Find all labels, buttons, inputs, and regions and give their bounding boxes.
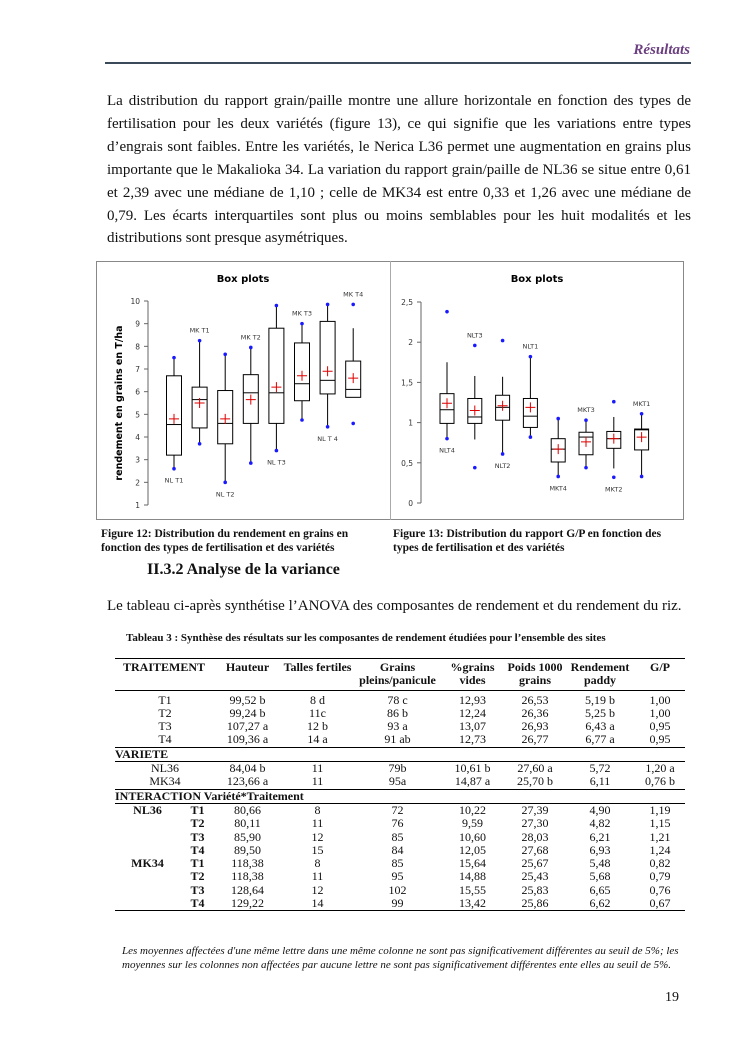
table-cell: T1 <box>158 692 172 707</box>
data-point <box>473 466 477 470</box>
table-cell: 11 <box>311 761 324 776</box>
table-cell: 99,52 b <box>229 692 266 707</box>
data-point <box>300 418 304 422</box>
table-cell: 28,03 <box>521 829 549 844</box>
table-footnote: Les moyennes affectées d'une même lettre dans une même colonne ne sont pas significativement différentes au seuil de 5%; les moyennes sur les colonnes non affectées par aucune lettre ne sont pas significativement différentes ente elles au seuil de 5%. <box>122 945 679 971</box>
table-cell: 25,67 <box>521 856 549 871</box>
data-point <box>275 304 279 308</box>
table-cell: 26,93 <box>521 719 549 734</box>
table-cell: 6,21 <box>589 829 611 844</box>
table-cell: 1,15 <box>649 816 671 831</box>
y-tick-label: 4 <box>135 433 140 442</box>
data-point <box>223 352 227 356</box>
data-point <box>640 475 644 479</box>
table-cell: 80,11 <box>234 816 261 831</box>
data-point <box>612 475 616 479</box>
table-cell: 84,04 b <box>229 761 266 776</box>
table-cell <box>115 844 180 857</box>
box-label: MKT4 <box>549 484 567 493</box>
header-rule <box>105 62 691 64</box>
table-cell: 129,22 <box>215 897 280 911</box>
table-cell: 14,87 a <box>454 774 491 789</box>
table-cell: 8 <box>314 856 321 871</box>
table-cell: 107,27 a <box>226 719 269 734</box>
data-point <box>612 400 616 404</box>
table-row <box>115 762 685 776</box>
table-cell: 6,65 <box>589 882 611 897</box>
table-cell: 12 b <box>307 719 328 734</box>
section-row <box>115 789 685 803</box>
table-cell: 11 <box>311 774 324 789</box>
table-cell: 1,24 <box>649 842 671 857</box>
table-cell: T1 <box>190 856 205 871</box>
table-cell <box>115 884 180 897</box>
table-cell: 5,25 b <box>585 705 615 720</box>
data-point <box>249 461 253 465</box>
data-point <box>473 344 477 348</box>
section-label: VARIETE <box>115 747 685 761</box>
data-point <box>556 417 560 421</box>
table-cell: T2 <box>190 869 205 884</box>
table-cell: T3 <box>190 882 205 897</box>
table-cell: 118,38 <box>231 856 264 871</box>
table-cell: 12,24 <box>459 705 486 720</box>
table-cell: 0,76 <box>649 882 671 897</box>
table-cell: 5,19 b <box>585 692 615 707</box>
data-point <box>529 355 533 359</box>
data-point <box>529 435 533 439</box>
y-tick-label: 2 <box>135 478 140 488</box>
table-cell: 118,38 <box>231 869 264 884</box>
table-cell: 11c <box>309 705 326 720</box>
column-header: Hauteur <box>215 659 280 691</box>
table-cell: 6,93 <box>589 842 611 857</box>
data-point <box>351 303 355 307</box>
chart-title: Box plots <box>216 274 270 285</box>
table-cell: 1,00 <box>649 705 671 720</box>
data-point <box>198 339 202 343</box>
box-label: NL T2 <box>215 490 235 499</box>
data-point <box>249 346 253 350</box>
data-point <box>223 481 227 485</box>
data-point <box>584 418 588 422</box>
column-header: Rendement paddy <box>565 659 635 691</box>
y-tick-label: 5 <box>135 410 140 420</box>
box-label: MKT2 <box>605 485 623 494</box>
table-row <box>115 690 685 707</box>
table-cell: 13,07 <box>459 719 486 734</box>
table-cell: T3 <box>190 829 205 844</box>
table-cell: 12 <box>311 829 324 844</box>
table-row <box>115 707 685 720</box>
figure-13-caption: Figure 13: Distribution du rapport G/P en fonction des types de fertilisation et des variétés <box>393 528 662 554</box>
table-cell: 0,95 <box>649 719 671 734</box>
table-cell: 27,60 a <box>517 761 553 776</box>
table-row <box>115 803 685 817</box>
table-cell: 79b <box>388 761 407 776</box>
y-tick-label: 3 <box>135 455 140 465</box>
data-point <box>198 442 202 446</box>
table-row <box>115 733 685 747</box>
section-header: Résultats <box>633 42 690 58</box>
y-tick-label: 1,5 <box>401 378 413 388</box>
box-label: NL T1 <box>164 476 184 485</box>
table-row <box>115 844 685 857</box>
box-label: NLT2 <box>494 461 511 470</box>
column-header: Talles fertiles <box>280 659 355 691</box>
box-label: MKT1 <box>632 399 651 408</box>
table-row <box>115 857 685 870</box>
table-header-row <box>115 659 685 691</box>
table-cell: 4,90 <box>589 802 611 817</box>
table-cell: T1 <box>190 802 205 817</box>
table-cell: 1,21 <box>649 829 671 844</box>
data-point <box>172 467 176 471</box>
table-cell: 27,39 <box>521 802 549 817</box>
box-label: MK T3 <box>291 309 313 318</box>
y-axis-label: rendement en grains en T/ha <box>114 325 125 481</box>
table-row <box>115 831 685 844</box>
table-cell: 14 a <box>307 732 328 747</box>
y-tick-label: 6 <box>135 387 140 397</box>
table-cell: 109,36 a <box>226 732 269 747</box>
table-cell: T4 <box>158 732 172 747</box>
data-point <box>300 322 304 326</box>
table-cell: 5,48 <box>589 856 611 871</box>
table-cell: 5,72 <box>589 761 611 776</box>
data-point <box>584 466 588 470</box>
y-tick-label: 2,5 <box>401 298 413 307</box>
body-paragraph: La distribution du rapport grain/paille montre une allure horizontale en fonction des types de fertilisation pour les deux variétés (figure 13), ce qui signifie que les variations entre types d’engrais sont faibles. Entre les variétés, le Nerica L36 permet une augmentation en grains plus importante que le Makalioka 34. La variation du rapport grain/paille de NL36 se situe entre 0,61 et 2,39 avec une médiane de 1,10 ; celle de MK34 est entre 0,33 et 1,26 avec une médiane de 0,79. Les écarts interquartiles sont plus ou moins semblables pour les huit modalités et les distributions sont presque asymétriques. <box>107 93 691 247</box>
box <box>440 394 454 424</box>
table-cell: 72 <box>391 802 404 817</box>
column-header: Grains pleins/panicule <box>355 659 440 691</box>
table-cell: 85,90 <box>234 829 261 844</box>
table-cell: NL36 <box>133 802 162 817</box>
table-cell: 25,86 <box>505 897 565 911</box>
data-point <box>501 452 505 456</box>
table-row <box>115 897 685 911</box>
table-cell: 102 <box>388 882 407 897</box>
y-tick-label: 2 <box>408 338 413 348</box>
table-cell: NL36 <box>151 761 179 776</box>
boxplot-gp-chart <box>390 261 684 520</box>
table-cell: MK34 <box>149 774 181 789</box>
table-row <box>115 884 685 897</box>
box-label: MK T4 <box>343 290 364 299</box>
table-cell: 9,59 <box>462 816 483 831</box>
table-row <box>115 870 685 883</box>
table-cell <box>115 831 180 844</box>
box <box>320 321 335 394</box>
data-point <box>326 425 330 429</box>
table-cell: 0,82 <box>649 856 671 871</box>
figure-12-caption: Figure 12: Distribution du rendement en grains en fonction des types de fertilisation et des variétés <box>101 528 349 554</box>
table-cell: 10,60 <box>459 829 486 844</box>
table-cell: 123,66 a <box>226 774 269 789</box>
table-cell: 27,68 <box>521 842 549 857</box>
data-point <box>640 412 644 416</box>
table-cell: 0,79 <box>649 869 671 884</box>
table-cell: 6,11 <box>589 774 611 789</box>
data-point <box>501 339 505 343</box>
table-cell: 15,64 <box>459 856 486 871</box>
data-point <box>326 303 330 307</box>
box <box>269 328 284 423</box>
section-row <box>115 747 685 761</box>
table-cell: 10,22 <box>459 802 486 817</box>
table-cell: T2 <box>190 816 205 831</box>
data-point <box>351 422 355 426</box>
table-cell: 1,20 a <box>645 761 675 776</box>
table-cell: 12 <box>311 882 324 897</box>
table-cell: 14,88 <box>459 869 486 884</box>
table-cell: 91 ab <box>384 732 411 747</box>
table-cell: 1,00 <box>649 692 671 707</box>
table-cell: 27,30 <box>521 816 549 831</box>
section-heading: II.3.2 Analyse de la variance <box>147 561 340 578</box>
y-tick-label: 7 <box>135 365 140 374</box>
table-cell: 4,82 <box>589 816 611 831</box>
box-label: NLT4 <box>439 446 455 455</box>
table-cell <box>115 817 180 830</box>
box-label: NLT1 <box>522 342 539 351</box>
data-point <box>275 449 279 453</box>
table-cell: 26,53 <box>521 692 549 707</box>
table-cell <box>115 870 180 883</box>
data-point <box>445 437 449 441</box>
table-cell: 15,55 <box>459 882 486 897</box>
y-tick-label: 1 <box>135 501 140 510</box>
table-cell: 12,93 <box>459 692 486 707</box>
table-cell: 86 b <box>387 705 408 720</box>
table-cell: T4 <box>180 897 215 911</box>
table-cell: 11 <box>311 816 324 831</box>
table-cell: 25,70 b <box>517 774 553 789</box>
table-cell: 1,19 <box>649 802 671 817</box>
box-label: NL T3 <box>267 458 286 467</box>
table-cell: 0,95 <box>649 732 671 747</box>
table-cell: 8 <box>314 802 321 817</box>
y-tick-label: 0 <box>408 499 413 508</box>
table-cell: 85 <box>391 856 404 871</box>
table-cell: 11 <box>311 869 324 884</box>
page-number: 19 <box>665 990 679 1005</box>
data-point <box>556 475 560 479</box>
table-cell: 8 d <box>310 692 325 707</box>
table-cell: 0,67 <box>635 897 685 911</box>
anova-table <box>115 658 685 911</box>
table-cell: 0,76 b <box>645 774 675 789</box>
table-row <box>115 817 685 830</box>
table-cell: 15 <box>311 842 324 857</box>
anova-intro: Le tableau ci-après synthétise l’ANOVA des composantes de rendement et du rendement du riz. <box>107 598 682 614</box>
column-header: Poids 1000 grains <box>505 659 565 691</box>
box-label: NL T 4 <box>317 434 338 443</box>
table-cell: 95 <box>391 869 404 884</box>
table-cell: T2 <box>158 705 172 720</box>
chart-title: Box plots <box>510 274 564 285</box>
column-header: TRAITEMENT <box>115 659 215 691</box>
column-header: %grains vides <box>440 659 505 691</box>
boxplot-yield-chart <box>96 261 390 520</box>
table-row <box>115 775 685 789</box>
table-cell: 99 <box>355 897 440 911</box>
table-cell: 128,64 <box>231 882 264 897</box>
y-tick-label: 1 <box>408 418 413 428</box>
table-cell: 12,73 <box>459 732 486 747</box>
table-cell: 6,62 <box>565 897 635 911</box>
table-cell: 78 c <box>387 692 408 707</box>
box-label: NLT3 <box>466 331 483 340</box>
table-cell: 14 <box>280 897 355 911</box>
table-cell: 85 <box>391 829 404 844</box>
table-cell: 26,77 <box>521 732 549 747</box>
box-label: MKT3 <box>577 406 595 415</box>
table-cell: 25,43 <box>521 869 549 884</box>
table-title: Tableau 3 : Synthèse des résultats sur les composantes de rendement étudiées pour l’ensemble des sites <box>126 632 606 644</box>
table-cell: 99,24 b <box>229 705 266 720</box>
y-tick-label: 10 <box>130 297 140 306</box>
table-cell: 80,66 <box>234 802 261 817</box>
table-cell: T3 <box>158 719 172 734</box>
table-cell: 6,43 a <box>585 719 615 734</box>
section-label: INTERACTION Variété*Traitement <box>115 789 685 803</box>
y-tick-label: 9 <box>135 319 140 329</box>
table-cell: 13,42 <box>440 897 505 911</box>
y-tick-label: 8 <box>135 342 140 352</box>
table-cell: 93 a <box>387 719 408 734</box>
table-cell: 25,83 <box>521 882 549 897</box>
table-cell <box>115 897 180 911</box>
table-cell: 10,61 b <box>454 761 491 776</box>
data-point <box>172 356 176 360</box>
table-cell: 95a <box>388 774 407 789</box>
box-label: MK T2 <box>240 333 261 342</box>
table-cell: 6,77 a <box>585 732 615 747</box>
table-cell: 76 <box>391 816 404 831</box>
y-tick-label: 0,5 <box>401 458 413 468</box>
column-header: G/P <box>635 659 685 691</box>
table-cell: 26,36 <box>521 705 549 720</box>
table-cell: MK34 <box>131 856 164 871</box>
table-cell: T4 <box>190 842 205 857</box>
box-label: MK T1 <box>189 326 210 335</box>
data-point <box>445 310 449 314</box>
table-cell: 89,50 <box>234 842 261 857</box>
table-cell: 12,05 <box>459 842 486 857</box>
table-row <box>115 720 685 733</box>
table-cell: 84 <box>391 842 404 857</box>
table-cell: 5,68 <box>589 869 611 884</box>
